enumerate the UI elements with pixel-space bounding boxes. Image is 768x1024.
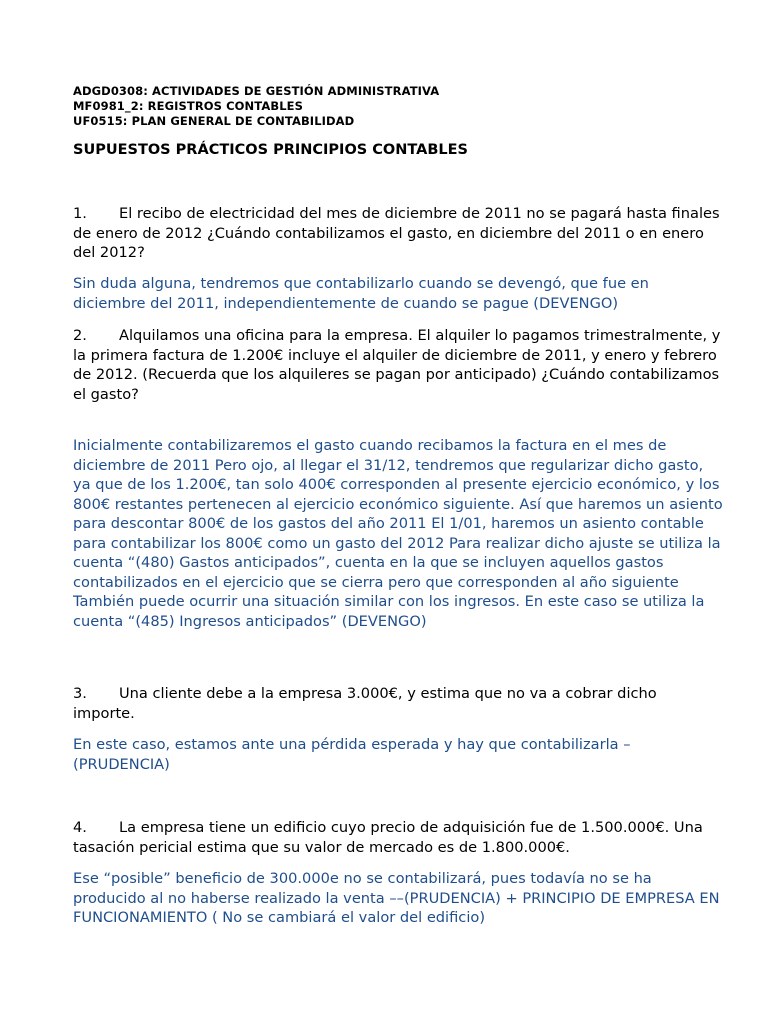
document-title: SUPUESTOS PRÁCTICOS PRINCIPIOS CONTABLES: [73, 142, 469, 158]
answer-1: Sin duda alguna, tendremos que contabilizarlo cuando se devengó, que fue en diciembre del 2011, independientemente de cuando se pague (DEVENGO): [73, 275, 649, 312]
question-1: [73, 204, 723, 263]
answer-3: En este caso, estamos ante una pérdida esperada y hay que contabilizarla –(PRUDENCIA): [73, 736, 631, 773]
question-4: [73, 818, 723, 857]
question-text: La empresa tiene un edificio cuyo precio de adquisición fue de 1.500.000€. Una tasación pericial estima que su valor de mercado es de 1.800.000€.: [73, 819, 703, 856]
question-number: 4.: [73, 819, 87, 836]
question-text: Alquilamos una oficina para la empresa. El alquiler lo pagamos trimestralmente, y la primera factura de 1.200€ incluye el alquiler de diciembre de 2011, y enero y febrero de 2012. (Recuerda que los alquileres se pagan por anticipado) ¿Cuándo contabilizamos el gasto?: [73, 327, 721, 403]
question-3: [73, 684, 723, 723]
answer-4: Ese “posible” beneficio de 300.000e no se contabilizará, pues todavía no se ha producido al no haberse realizado la venta ––(PRUDENCIA) + PRINCIPIO DE EMPRESA EN FUNCIONAMIENTO ( No se cambiará el valor del edificio): [73, 870, 720, 926]
answer-2: Inicialmente contabilizaremos el gasto cuando recibamos la factura en el mes de diciembre de 2011 Pero ojo, al llegar el 31/12, tendremos que regularizar dicho gasto, ya que de los 1.200€, tan solo 400€ corresponden al presente ejercicio económico, y los 800€ restantes pertenecen al ejercicio económico siguiente. Así que haremos un asiento para descontar 800€ de los gastos del año 2011 El 1/01, haremos un asiento contable para contabilizar los 800€ como un gasto del 2012 Para realizar dicho ajuste se utiliza la cuenta “(480) Gastos anticipados”, cuenta en la que se incluyen aquellos gastos contabilizados en el ejercicio que se cierra pero que corresponden al año siguiente También puede ocurrir una situación similar con los ingresos. En este caso se utiliza la cuenta “(485) Ingresos anticipados” (DEVENGO): [73, 437, 723, 630]
question-number: 2.: [73, 327, 87, 344]
document-page: [73, 84, 723, 926]
question-number: 3.: [73, 685, 87, 702]
question-text: El recibo de electricidad del mes de diciembre de 2011 no se pagará hasta finales de enero de 2012 ¿Cuándo contabilizamos el gasto, en diciembre del 2011 o en enero del 2012?: [73, 205, 720, 261]
question-text: Una cliente debe a la empresa 3.000€, y estima que no va a cobrar dicho importe.: [73, 685, 657, 722]
module-code-line: MF0981_2: REGISTROS CONTABLES: [73, 99, 303, 113]
question-2: [73, 326, 723, 404]
question-number: 1.: [73, 205, 87, 222]
unit-code-line: UF0515: PLAN GENERAL DE CONTABILIDAD: [73, 114, 355, 128]
course-code-line: ADGD0308: ACTIVIDADES DE GESTIÓN ADMINISTRATIVA: [73, 84, 440, 98]
